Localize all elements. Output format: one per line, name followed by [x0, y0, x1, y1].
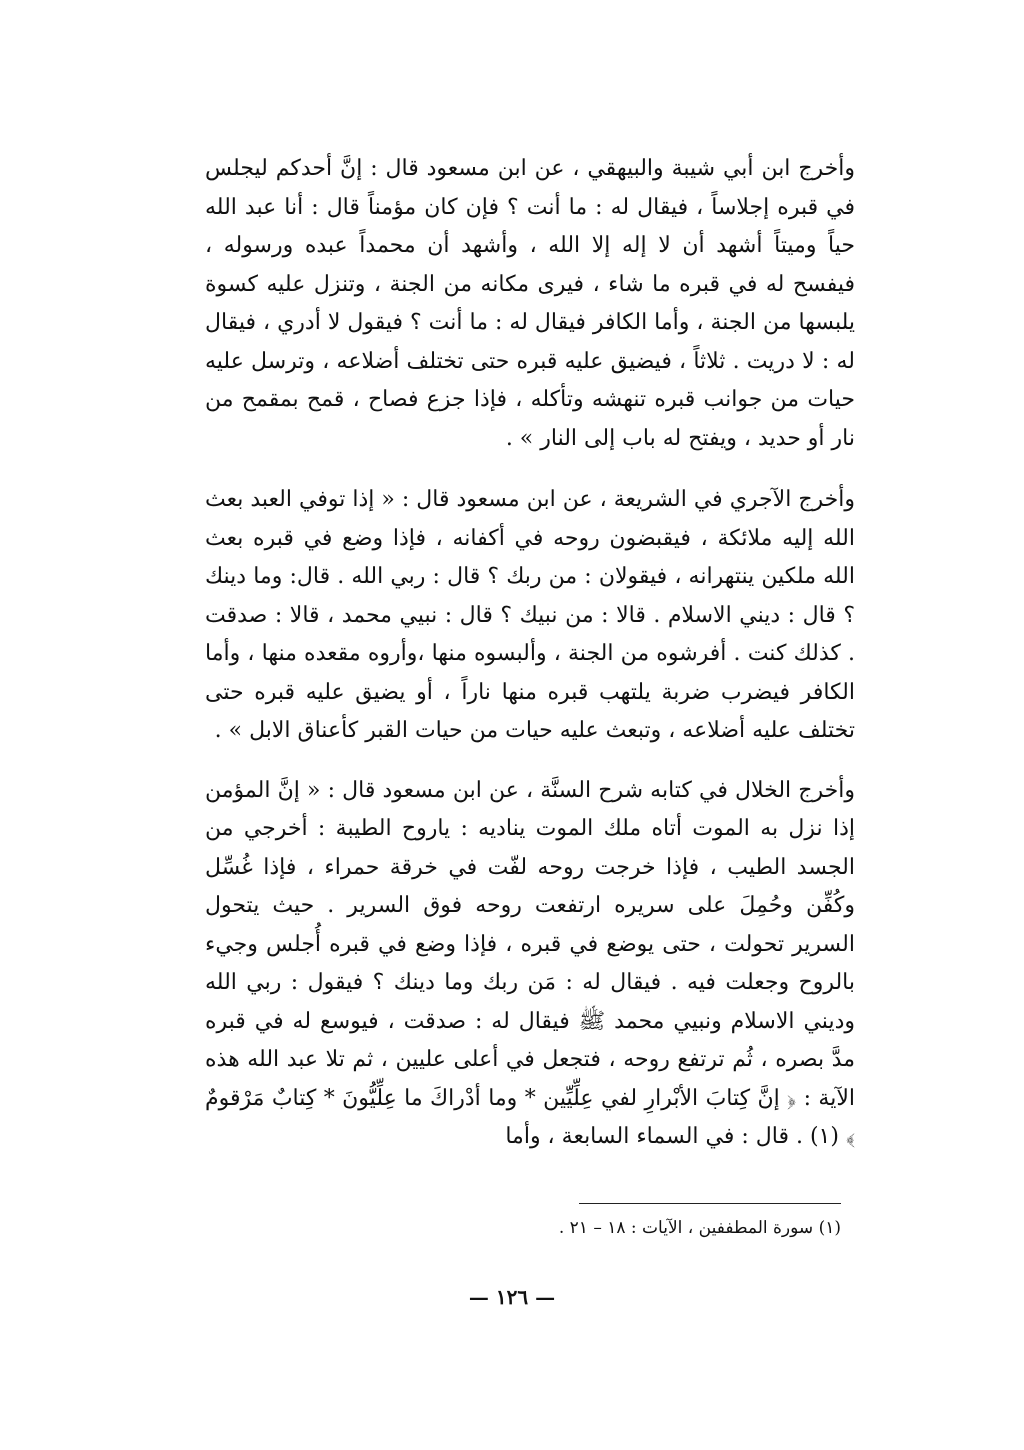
footnote: (١) سورة المطففين ، الآيات : ١٨ – ٢١ .: [558, 1218, 841, 1238]
paragraph-ibn-abi-shaybah: وأخرج ابن أبي شيبة والبيهقي ، عن ابن مسعود قال : إنَّ أحدكم ليجلس في قبره إجلاساً ، فيقال له : ما أنت ؟ فإن كان مؤمناً قال : أنا عبد الله حياً وميتاً أشهد أن لا إله إلا الله ، وأشهد أن محمداً عبده ورسوله ، فيفسح له في قبره ما شاء ، فيرى مكانه من الجنة ، وتنزل عليه كسوة يلبسها من الجنة ، وأما الكافر فيقال له : ما أنت ؟ فيقول لا أدري ، فيقال له : لا دريت . ثلاثاً ، فيضيق عليه قبره حتى تختلف أضلاعه ، وترسل عليه حيات من جوانب قبره تنهشه وتأكله ، فإذا جزع فصاح ، قمح بمقمح من نار أو حديد ، ويفتح له باب إلى النار » .: [205, 156, 855, 451]
paragraph-al-khallal: وأخرج الخلال في كتابه شرح السنَّة ، عن ابن مسعود قال : « إنَّ المؤمن إذا نزل به الموت أتاه ملك الموت يناديه : ياروح الطيبة : أخرجي من الجسد الطيب ، فإذا خرجت روحه لفّت في خرقة حمراء ، فإذا غُسِّل وكُفِّن وحُمِلَ على سريره ارتفعت روحه فوق السرير . حيث يتحول السرير تحولت ، حتى يوضع في قبره ، فإذا وضع في قبره أُجلس وجيء بالروح وجعلت فيه . فيقال له : مَن ربك وما دينك ؟ فيقول : ربي الله وديني الاسلام ونبيي محمد ﷺ فيقال له : صدقت ، فيوسع له في قبره مدَّ بصره ، ثُم ترتفع روحه ، فتجعل في أعلى عليين ، ثم تلا عبد الله هذه الآية : ﴿ إنَّ كِتابَ الأبْرارِ لفي عِلِّيِّين * وما أدْراكَ ما عِلِّيُّونَ * كِتابٌ مَرْقومٌ ﴾ (١) . قال : في السماء السابعة ، وأما: [205, 777, 855, 1149]
page-body: [205, 150, 855, 1157]
footnote-divider: [579, 1203, 841, 1204]
page-number: — ١٢٦ —: [468, 1285, 556, 1309]
paragraph-al-ajurri: وأخرج الآجري في الشريعة ، عن ابن مسعود قال : « إذا توفي العبد بعث الله إليه ملائكة ، فيقبضون روحه في أكفانه ، فإذا وضع في قبره بعث الله ملكين ينتهرانه ، فيقولان : من ربك ؟ قال : ربي الله . قال: وما دينك ؟ قال : ديني الاسلام . قالا : من نبيك ؟ قال : نبيي محمد ، قالا : صدقت . كذلك كنت . أفرشوه من الجنة ، وألبسوه منها ،وأروه مقعده منها ، وأما الكافر فيضرب ضربة يلتهب قبره منها ناراً ، أو يضيق عليه قبره حتى تختلف عليه أضلاعه ، وتبعث عليه حيات من حيات القبر كأعناق الابل » .: [205, 487, 855, 743]
